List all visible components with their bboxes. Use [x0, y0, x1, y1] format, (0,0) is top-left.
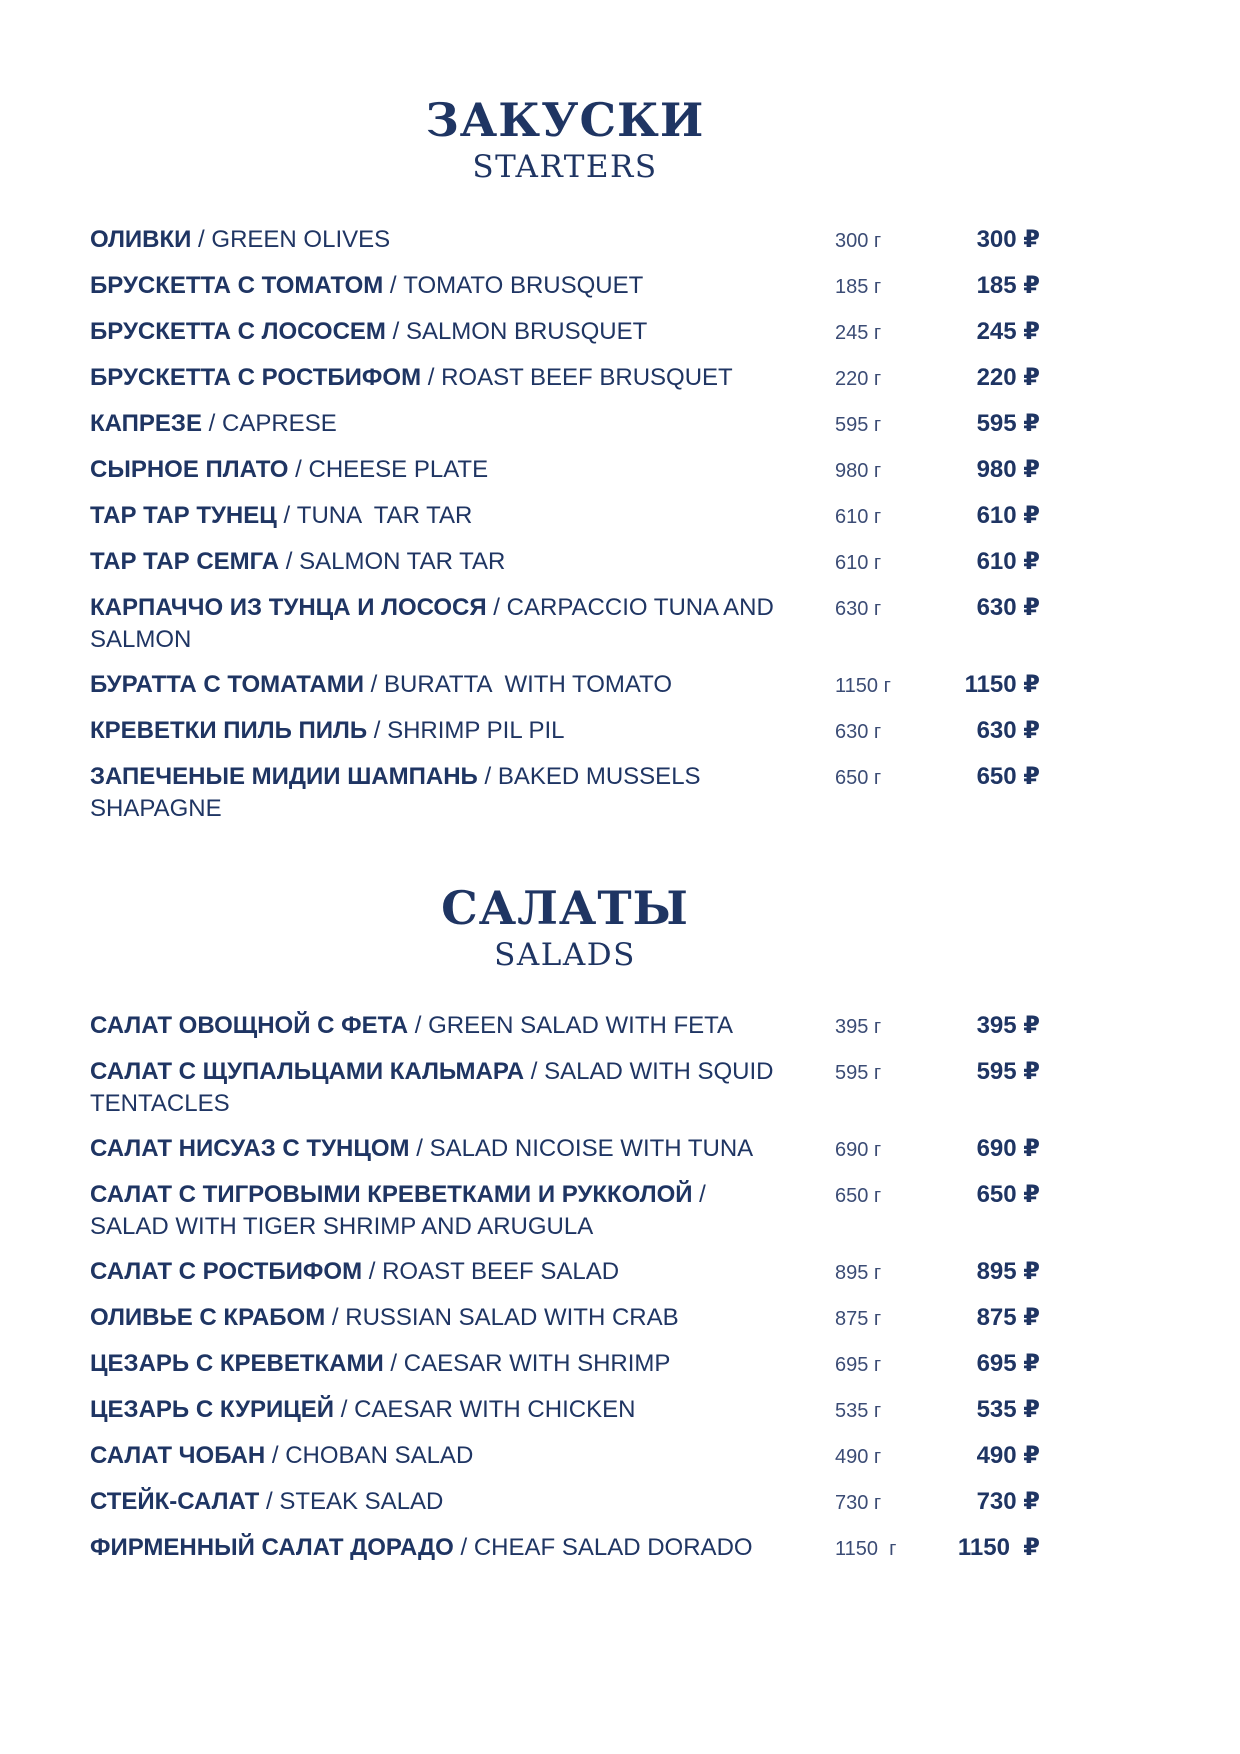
item-weight: 245 г [835, 322, 882, 344]
item-name-en: RUSSIAN SALAD WITH CRAB [345, 1304, 679, 1331]
item-name-ru: БРУСКЕТТА С ЛОСОСЕМ [90, 318, 386, 345]
item-name-ru: САЛАТ ОВОЩНОЙ С ФЕТА [90, 1012, 409, 1039]
item-name [90, 592, 790, 656]
item-name-en: ROAST BEEF SALAD [382, 1258, 620, 1285]
item-name [90, 1056, 790, 1120]
item-name-en: SALMON BRUSQUET [405, 318, 648, 345]
item-name-ru: ОЛИВЬЕ С КРАБОМ [90, 1304, 326, 1331]
item-name [90, 715, 790, 747]
item-name-en: BURATTA WITH TOMATO [384, 671, 673, 698]
section-title-en: STARTERS [472, 149, 658, 185]
item-name-ru: ЗАПЕЧЕНЫЕ МИДИИ ШАМПАНЬ [90, 763, 478, 790]
item-name [90, 1302, 790, 1334]
menu-item [90, 1133, 1040, 1166]
item-price: 650 ₽ [976, 1181, 1040, 1208]
item-name-ru: САЛАТ С ЩУПАЛЬЦАМИ КАЛЬМАРА [90, 1058, 525, 1085]
item-name-ru: КРЕВЕТКИ ПИЛЬ ПИЛЬ [90, 717, 368, 744]
item-name-separator: / [486, 594, 507, 621]
item-name-ru: ФИРМЕННЫЙ САЛАТ ДОРАДО [90, 1534, 454, 1561]
menu-item [90, 500, 1040, 533]
menu-item [90, 715, 1040, 748]
item-name-en: STEAK SALAD [279, 1488, 444, 1515]
item-name [90, 1133, 790, 1165]
item-price: 695 ₽ [976, 1350, 1040, 1377]
item-price: 1150 ₽ [964, 671, 1040, 698]
item-weight: 630 г [835, 598, 882, 620]
item-name-separator: / [477, 763, 498, 790]
item-name [90, 1486, 790, 1518]
section-title-ru: САЛАТЫ [441, 881, 689, 935]
item-price: 395 ₽ [976, 1012, 1040, 1039]
item-name-en: TUNA TAR TAR [296, 502, 473, 529]
item-price: 730 ₽ [976, 1488, 1040, 1515]
item-name-en: SHRIMP PIL PIL [387, 717, 565, 744]
item-price: 610 ₽ [976, 548, 1040, 575]
item-weight: 535 г [835, 1400, 882, 1422]
item-name-ru: СЫРНОЕ ПЛАТО [90, 456, 289, 483]
item-weight: 300 г [835, 230, 882, 252]
item-weight: 1150 г [835, 1538, 897, 1560]
salads-list [90, 1010, 1040, 1578]
menu-item [90, 1302, 1040, 1335]
item-name-ru: БРУСКЕТТА С ТОМАТОМ [90, 272, 384, 299]
item-weight: 690 г [835, 1139, 882, 1161]
item-name-separator: / [383, 1350, 404, 1377]
menu-item [90, 669, 1040, 702]
item-name-ru: САЛАТ НИСУАЗ С ТУНЦОМ [90, 1135, 410, 1162]
menu-item [90, 224, 1040, 257]
item-price: 895 ₽ [976, 1258, 1040, 1285]
item-name-separator: / [362, 1258, 383, 1285]
item-name-en: CAPRESE [222, 410, 337, 437]
item-name-separator: / [409, 1135, 430, 1162]
menu-item [90, 454, 1040, 487]
item-name [90, 1394, 790, 1426]
item-price: 220 ₽ [976, 364, 1040, 391]
item-name-ru: ЦЕЗАРЬ С КРЕВЕТКАМИ [90, 1350, 384, 1377]
menu-item [90, 1394, 1040, 1427]
menu-item [90, 1348, 1040, 1381]
item-name-separator: / [383, 272, 404, 299]
item-name-separator: / [385, 318, 406, 345]
menu-item [90, 546, 1040, 579]
item-weight: 595 г [835, 414, 882, 436]
item-price: 595 ₽ [976, 1058, 1040, 1085]
item-name [90, 316, 790, 348]
item-weight: 395 г [835, 1016, 882, 1038]
item-weight: 610 г [835, 506, 882, 528]
item-price: 490 ₽ [976, 1442, 1040, 1469]
item-price: 610 ₽ [976, 502, 1040, 529]
item-name-separator: / [279, 548, 300, 575]
item-name [90, 270, 790, 302]
item-weight: 650 г [835, 767, 882, 789]
item-name-en: GREEN SALAD WITH FETA [428, 1012, 734, 1039]
item-price: 690 ₽ [976, 1135, 1040, 1162]
item-name-ru: САЛАТ С РОСТБИФОМ [90, 1258, 363, 1285]
item-name-en: CAESAR WITH SHRIMP [403, 1350, 671, 1377]
menu-item [90, 1486, 1040, 1519]
menu-item [90, 1440, 1040, 1473]
item-name-separator: / [367, 717, 388, 744]
item-weight: 630 г [835, 721, 882, 743]
item-price: 1150 ₽ [957, 1534, 1040, 1561]
item-name-en: BAKED MUSSELS SHAPAGNE [90, 763, 701, 822]
item-name-en: SALAD WITH SQUID TENTACLES [90, 1058, 774, 1117]
item-name [90, 408, 790, 440]
item-price: 980 ₽ [976, 456, 1040, 483]
item-name [90, 1256, 790, 1288]
item-name-ru: КАРПАЧЧО ИЗ ТУНЦА И ЛОСОСЯ [90, 594, 487, 621]
item-name [90, 1532, 790, 1564]
item-weight: 1150 г [835, 675, 891, 697]
item-price: 630 ₽ [976, 594, 1040, 621]
item-weight: 185 г [835, 276, 882, 298]
item-weight: 730 г [835, 1492, 882, 1514]
item-name-en: ROAST BEEF BRUSQUET [441, 364, 733, 391]
item-name [90, 1010, 790, 1042]
menu-item [90, 1256, 1040, 1289]
item-name [90, 1348, 790, 1380]
item-name-en: CHEAF SALAD DORADO [473, 1534, 753, 1561]
item-name-separator: / [201, 410, 222, 437]
item-name [90, 224, 790, 256]
item-name [90, 669, 790, 701]
item-weight: 595 г [835, 1062, 882, 1084]
item-name-separator: / [524, 1058, 545, 1085]
item-price: 650 ₽ [976, 763, 1040, 790]
menu-item [90, 316, 1040, 349]
item-price: 535 ₽ [976, 1396, 1040, 1423]
item-name-ru: САЛАТ ЧОБАН [90, 1442, 266, 1469]
item-name-ru: СТЕЙК-САЛАТ [90, 1488, 260, 1515]
menu-item [90, 761, 1040, 825]
menu-item [90, 270, 1040, 303]
item-name-en: CHEESE PLATE [308, 456, 489, 483]
item-name [90, 362, 790, 394]
item-price: 630 ₽ [976, 717, 1040, 744]
item-price: 595 ₽ [976, 410, 1040, 437]
menu-item [90, 1010, 1040, 1043]
starters-header [0, 92, 1130, 186]
item-name-en: TOMATO BRUSQUET [403, 272, 644, 299]
item-weight: 695 г [835, 1354, 882, 1376]
item-name-separator: / [325, 1304, 346, 1331]
menu-item [90, 592, 1040, 656]
item-weight: 610 г [835, 552, 882, 574]
item-name-separator: / [692, 1181, 706, 1208]
item-name-en: CHOBAN SALAD [285, 1442, 474, 1469]
item-name-en: SALMON TAR TAR [299, 548, 506, 575]
item-name-separator: / [364, 671, 385, 698]
menu-item [90, 1056, 1040, 1120]
section-title-en: SALADS [494, 937, 636, 973]
item-name [90, 500, 790, 532]
starters-list [90, 224, 1040, 838]
menu-item [90, 408, 1040, 441]
item-name [90, 546, 790, 578]
item-price: 245 ₽ [976, 318, 1040, 345]
item-name-en: CARPACCIO TUNA AND SALMON [90, 594, 774, 653]
item-name-ru: САЛАТ С ТИГРОВЫМИ КРЕВЕТКАМИ И РУККОЛОЙ [90, 1181, 693, 1208]
item-weight: 650 г [835, 1185, 882, 1207]
item-name [90, 1179, 790, 1243]
item-name-separator: / [453, 1534, 474, 1561]
item-name-en: GREEN OLIVES [211, 226, 391, 253]
section-title-ru: ЗАКУСКИ [425, 93, 705, 147]
item-name-ru: КАПРЕЗЕ [90, 410, 202, 437]
item-name-ru: ТАР ТАР СЕМГА [90, 548, 280, 575]
menu-item [90, 1532, 1040, 1565]
item-name-ru: БУРАТТА С ТОМАТАМИ [90, 671, 365, 698]
item-name-ru: ЦЕЗАРЬ С КУРИЦЕЙ [90, 1396, 335, 1423]
item-weight: 980 г [835, 460, 882, 482]
item-name-ru: ТАР ТАР ТУНЕЦ [90, 502, 277, 529]
item-weight: 875 г [835, 1308, 882, 1330]
item-name-separator: / [259, 1488, 280, 1515]
menu-item [90, 1179, 1040, 1243]
item-price: 875 ₽ [976, 1304, 1040, 1331]
item-name-en: CAESAR WITH CHICKEN [354, 1396, 636, 1423]
item-name-separator: / [276, 502, 297, 529]
item-name-separator: / [265, 1442, 286, 1469]
item-name-separator: / [288, 456, 309, 483]
item-name-separator: / [408, 1012, 429, 1039]
item-weight: 220 г [835, 368, 882, 390]
item-name [90, 1440, 790, 1472]
item-name [90, 761, 790, 825]
item-name-en: SALAD NICOISE WITH TUNA [429, 1135, 754, 1162]
item-name-separator: / [191, 226, 212, 253]
item-weight: 895 г [835, 1262, 882, 1284]
salads-header [0, 880, 1130, 974]
menu-item [90, 362, 1040, 395]
item-name [90, 454, 790, 486]
item-name-ru: БРУСКЕТТА С РОСТБИФОМ [90, 364, 422, 391]
item-name-en: SALAD WITH TIGER SHRIMP AND ARUGULA [90, 1213, 594, 1240]
item-name-separator: / [421, 364, 442, 391]
item-price: 300 ₽ [976, 226, 1040, 253]
item-name-separator: / [334, 1396, 355, 1423]
item-name-ru: ОЛИВКИ [90, 226, 192, 253]
item-price: 185 ₽ [976, 272, 1040, 299]
item-weight: 490 г [835, 1446, 882, 1468]
